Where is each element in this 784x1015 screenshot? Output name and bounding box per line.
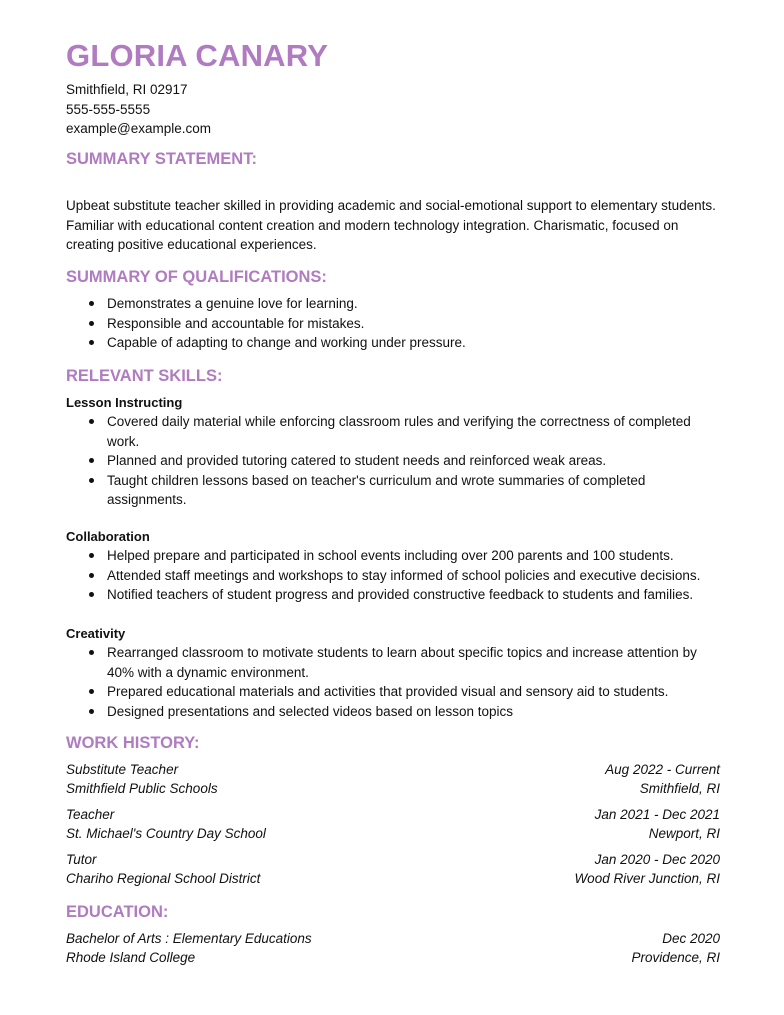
contact-block xyxy=(66,80,211,139)
work-history-title: WORK HISTORY: xyxy=(66,734,200,752)
contact-email: example@example.com xyxy=(66,121,212,136)
education-place: Providence, RI xyxy=(631,950,720,965)
list-item: Demonstrates a genuine love for learning. xyxy=(66,294,716,314)
list-item: Taught children lessons based on teacher's curriculum and wrote summaries of completed assignments. xyxy=(66,471,716,510)
job-dates: Aug 2022 - Current xyxy=(605,762,720,777)
skill-group-list xyxy=(66,412,716,510)
skill-group-list xyxy=(66,546,716,605)
job-role: Teacher xyxy=(66,807,115,822)
education-title: EDUCATION: xyxy=(66,903,169,921)
list-item: Planned and provided tutoring catered to student needs and reinforced weak areas. xyxy=(66,451,716,471)
job-role: Substitute Teacher xyxy=(66,762,179,777)
list-item: Attended staff meetings and workshops to stay informed of school policies and executive decisions. xyxy=(66,566,716,586)
list-item: Responsible and accountable for mistakes. xyxy=(66,314,716,334)
list-item: Notified teachers of student progress and provided constructive feedback to students and families. xyxy=(66,585,716,605)
qualifications-title: SUMMARY OF QUALIFICATIONS: xyxy=(66,268,327,286)
skill-group-list xyxy=(66,643,716,721)
education-degree: Bachelor of Arts : Elementary Educations xyxy=(66,931,312,946)
skill-group-title: Creativity xyxy=(66,626,126,641)
list-item: Prepared educational materials and activities that provided visual and sensory aid to students. xyxy=(66,682,716,702)
candidate-name: GLORIA CANARY xyxy=(66,38,329,73)
qualifications-list xyxy=(66,294,716,353)
list-item: Capable of adapting to change and working under pressure. xyxy=(66,333,716,353)
list-item: Covered daily material while enforcing classroom rules and verifying the correctness of completed work. xyxy=(66,412,716,451)
job-dates: Jan 2020 - Dec 2020 xyxy=(594,852,720,867)
job-place: Wood River Junction, RI xyxy=(574,871,720,886)
education-school: Rhode Island College xyxy=(66,950,196,965)
education-date: Dec 2020 xyxy=(662,931,720,946)
skill-group-title: Lesson Instructing xyxy=(66,395,183,410)
contact-phone: 555-555-5555 xyxy=(66,101,151,117)
job-place: Smithfield, RI xyxy=(639,781,720,796)
summary-text: Upbeat substitute teacher skilled in providing academic and social-emotional support to elementary students. Familiar with educational content creation and modern technology integration. Charismatic, focused on creating positive educational experiences. xyxy=(66,198,716,252)
job-role: Tutor xyxy=(66,852,97,867)
job-place: Newport, RI xyxy=(648,826,720,841)
job-org: St. Michael's Country Day School xyxy=(66,826,266,841)
summary-title: SUMMARY STATEMENT: xyxy=(66,150,257,168)
contact-location: Smithfield, RI 02917 xyxy=(66,82,188,97)
list-item: Helped prepare and participated in school events including over 200 parents and 100 students. xyxy=(66,546,716,566)
skills-title: RELEVANT SKILLS: xyxy=(66,367,223,385)
skill-group-title: Collaboration xyxy=(66,529,150,544)
job-dates: Jan 2021 - Dec 2021 xyxy=(594,807,720,822)
list-item: Rearranged classroom to motivate students to learn about specific topics and increase attention by 40% with a dynamic environment. xyxy=(66,643,716,682)
job-org: Smithfield Public Schools xyxy=(66,781,218,796)
job-org: Chariho Regional School District xyxy=(66,871,261,886)
list-item: Designed presentations and selected videos based on lesson topics xyxy=(66,702,716,722)
